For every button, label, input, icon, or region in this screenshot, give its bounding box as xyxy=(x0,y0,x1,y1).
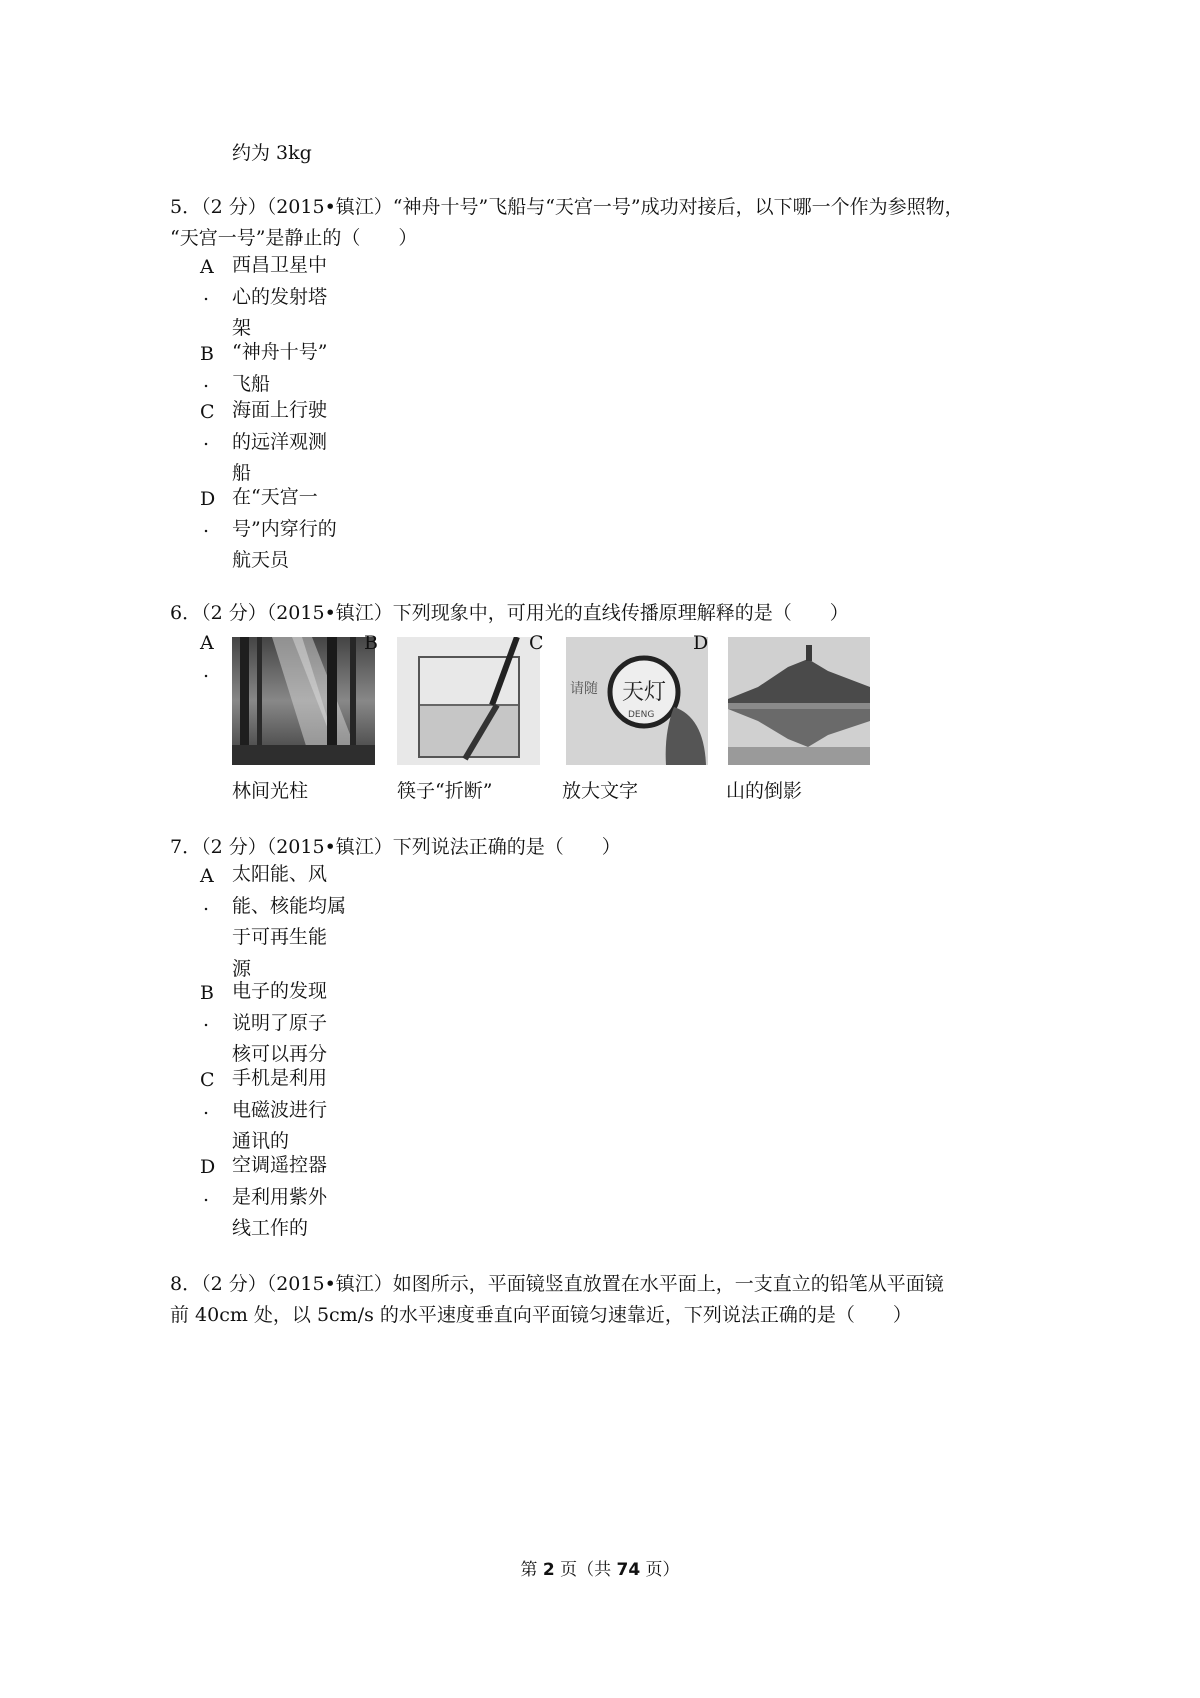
option-text-line: 的远洋观测 xyxy=(232,430,328,453)
option-text-line: 海面上行驶 xyxy=(232,399,328,421)
magnifier-icon xyxy=(566,637,708,765)
option-text-line: 手机是利用 xyxy=(232,1067,328,1089)
forest-light-image[interactable] xyxy=(232,637,375,765)
option-text-line: 飞船 xyxy=(232,372,271,395)
option-text xyxy=(232,1063,327,1158)
option-text-line: 电子的发现 xyxy=(232,980,328,1002)
option-text xyxy=(232,337,327,400)
question-8-stem-line-2: 前 40cm 处，以 5cm/s 的水平速度垂直向平面镜匀速靠近，下列说法正确的是（ ） xyxy=(170,1304,912,1326)
option-dot: . xyxy=(203,1097,210,1119)
option-text-line: 号”内穿行的 xyxy=(232,517,337,540)
option-letter: A xyxy=(200,632,214,654)
option-text-line: “神舟十号” xyxy=(232,341,328,363)
option-text-line: 西昌卫星中 xyxy=(232,254,328,276)
option-dot: . xyxy=(203,283,210,305)
magnified-text: 天灯 xyxy=(622,680,667,705)
question-5-stem-line-1: 5．（2 分）（2015•镇江）“神舟十号”飞船与“天宫一号”成功对接后，以下哪一个作为参照物， xyxy=(170,196,964,218)
option-dot: . xyxy=(203,1009,210,1031)
sign-text: 请随 xyxy=(570,681,598,697)
page-footer xyxy=(0,1555,1200,1580)
option-letter: B xyxy=(364,632,378,654)
page-number: 2 xyxy=(542,1560,555,1580)
option-text-line: 是利用紫外 xyxy=(232,1185,328,1208)
total-pages: 74 xyxy=(616,1560,641,1580)
option-text-line: 航天员 xyxy=(232,549,290,571)
option-dot: . xyxy=(203,428,210,450)
magnifier-text-image[interactable] xyxy=(566,637,708,765)
option-letter: A xyxy=(200,865,214,887)
option-text-line: 线工作的 xyxy=(232,1217,309,1239)
chopstick-glass-icon xyxy=(397,637,540,765)
option-caption: 山的倒影 xyxy=(726,780,803,802)
option-dot: . xyxy=(203,370,210,392)
option-letter: D xyxy=(200,488,216,510)
option-caption: 林间光柱 xyxy=(232,780,309,802)
option-text-line: 通讯的 xyxy=(232,1130,290,1152)
forest-light-icon xyxy=(232,637,375,765)
option-text-line: 电磁波进行 xyxy=(232,1098,328,1121)
option-text xyxy=(232,976,327,1071)
question-5-stem-line-2: “天宫一号”是静止的（ ） xyxy=(170,227,418,249)
mountain-reflection-icon xyxy=(728,637,870,765)
option-text xyxy=(232,859,346,985)
question-7-stem: 7．（2 分）（2015•镇江）下列说法正确的是（ ） xyxy=(170,836,621,858)
option-letter: D xyxy=(693,632,709,654)
option-text-line: 源 xyxy=(232,957,252,980)
footer-middle: 页（共 xyxy=(554,1560,617,1580)
option-text-line: 心的发射塔 xyxy=(232,285,328,308)
question-8-stem-line-1: 8．（2 分）（2015•镇江）如图所示，平面镜竖直放置在水平面上，一支直立的铅笔从平面镜 xyxy=(170,1273,944,1295)
option-text-line: 船 xyxy=(232,462,252,484)
option-letter: C xyxy=(529,632,544,654)
option-dot: . xyxy=(203,515,210,537)
magnified-subtext: DENG xyxy=(628,710,655,720)
option-dot: . xyxy=(203,893,210,915)
option-dot: . xyxy=(203,660,210,682)
option-caption: 筷子“折断” xyxy=(397,780,493,802)
option-text-line: 太阳能、风 xyxy=(232,863,328,885)
option-letter: A xyxy=(200,256,214,278)
option-text-line: 在“天宫一 xyxy=(232,486,318,508)
option-text-line: 于可再生能 xyxy=(232,926,328,948)
option-text-line: 空调遥控器 xyxy=(232,1154,328,1176)
footer-prefix: 第 xyxy=(520,1560,543,1580)
footer-suffix: 页） xyxy=(640,1560,680,1580)
option-text xyxy=(232,395,327,490)
question-6-stem: 6．（2 分）（2015•镇江）下列现象中，可用光的直线传播原理解释的是（ ） xyxy=(170,602,849,624)
option-letter: B xyxy=(200,343,214,365)
option-dot: . xyxy=(203,1184,210,1206)
option-text-line: 核可以再分 xyxy=(232,1043,328,1065)
mountain-reflection-image[interactable] xyxy=(728,637,870,765)
option-text-line: 能、核能均属 xyxy=(232,894,347,917)
previous-option-tail: 约为 3kg xyxy=(232,142,312,164)
option-letter: C xyxy=(200,1069,215,1091)
option-letter: D xyxy=(200,1156,216,1178)
option-text xyxy=(232,250,327,345)
option-text xyxy=(232,482,337,577)
option-text xyxy=(232,1150,327,1245)
option-letter: C xyxy=(200,401,215,423)
chopstick-water-image[interactable] xyxy=(397,637,540,765)
option-letter: B xyxy=(200,982,214,1004)
option-text-line: 架 xyxy=(232,317,252,339)
option-caption: 放大文字 xyxy=(562,780,639,802)
option-text-line: 说明了原子 xyxy=(232,1011,328,1034)
